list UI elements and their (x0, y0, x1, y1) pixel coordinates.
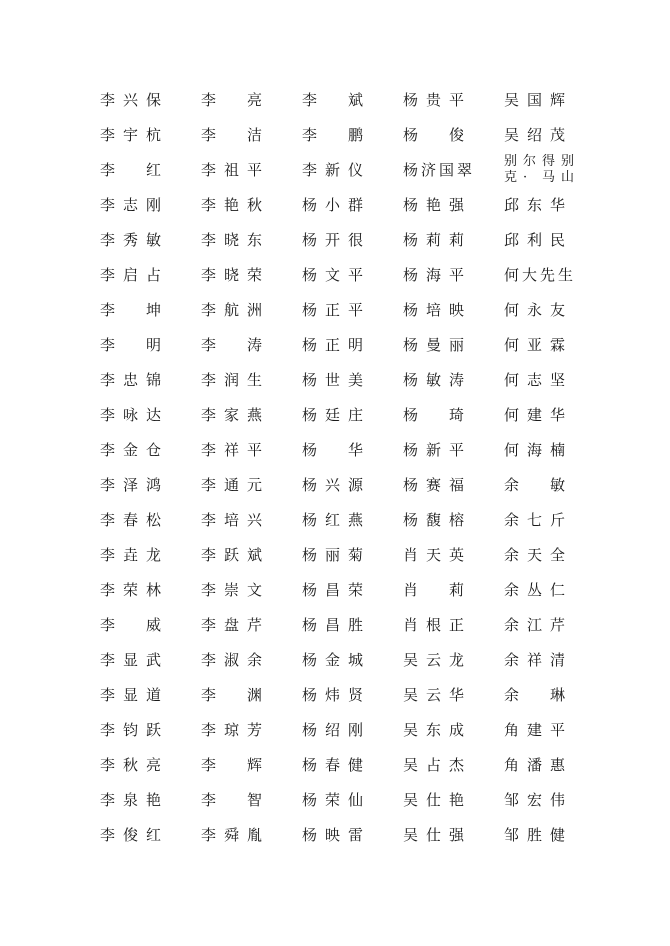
person-name: 杨 艳 强 (403, 196, 465, 214)
person-name: 李 秋 亮 (100, 756, 162, 774)
name-cell (504, 467, 584, 502)
person-name: 杨 炜 贤 (302, 686, 364, 704)
name-cell (403, 537, 504, 572)
person-name: 李 祥 平 (201, 441, 263, 459)
name-cell (201, 327, 302, 362)
person-name: 角 潘 惠 (504, 756, 566, 774)
person-name: 李 盘 芹 (201, 616, 263, 634)
name-cell (201, 152, 302, 187)
name-cell (403, 222, 504, 257)
person-name: 何 永 友 (504, 301, 566, 319)
person-name: 吴 云 华 (403, 686, 465, 704)
person-name: 李 金 仓 (100, 441, 162, 459)
person-name: 李 家 燕 (201, 406, 263, 424)
name-cell (201, 747, 302, 782)
person-name: 李 亮 (201, 91, 263, 109)
person-name: 李 渊 (201, 686, 263, 704)
name-cell (403, 187, 504, 222)
person-name: 李 鹏 (302, 126, 364, 144)
person-name: 肖 根 正 (403, 616, 465, 634)
person-name: 杨 华 (302, 441, 364, 459)
name-cell (403, 362, 504, 397)
name-cell (100, 187, 201, 222)
name-cell (100, 467, 201, 502)
person-name: 李 俊 红 (100, 826, 162, 844)
name-cell (302, 817, 403, 852)
name-cell (504, 432, 584, 467)
person-name: 余 丛 仁 (504, 581, 566, 599)
person-name: 杨 金 城 (302, 651, 364, 669)
name-cell (302, 677, 403, 712)
name-cell (201, 607, 302, 642)
person-name: 杨 兴 源 (302, 476, 364, 494)
name-cell (100, 152, 201, 187)
name-cell (504, 327, 584, 362)
person-name: 杨 荣 仙 (302, 791, 364, 809)
name-cell (403, 572, 504, 607)
person-name: 余 敏 (504, 476, 566, 494)
name-cell (201, 712, 302, 747)
name-cell (504, 817, 584, 852)
person-name: 李 航 洲 (201, 301, 263, 319)
person-name: 李 斌 (302, 91, 364, 109)
person-name: 杨 昌 荣 (302, 581, 364, 599)
person-name: 杨 新 平 (403, 441, 465, 459)
name-cell (403, 782, 504, 817)
name-cell (403, 117, 504, 152)
name-cell (403, 747, 504, 782)
person-name (504, 154, 580, 186)
person-name: 李 红 (100, 161, 162, 179)
name-cell (403, 817, 504, 852)
name-cell (302, 537, 403, 572)
name-cell (201, 187, 302, 222)
person-name: 李 新 仪 (302, 161, 364, 179)
name-cell (403, 607, 504, 642)
name-cell (201, 642, 302, 677)
person-name: 余 琳 (504, 686, 566, 704)
name-cell (100, 572, 201, 607)
person-name: 李 显 道 (100, 686, 162, 704)
name-cell (201, 362, 302, 397)
person-name: 杨 春 健 (302, 756, 364, 774)
name-cell (201, 782, 302, 817)
name-cell (100, 677, 201, 712)
name-cell (504, 362, 584, 397)
name-cell (504, 537, 584, 572)
name-cell (302, 257, 403, 292)
person-name: 李 舜 胤 (201, 826, 263, 844)
person-name: 杨 贵 平 (403, 91, 465, 109)
person-name: 杨 小 群 (302, 196, 364, 214)
name-cell (504, 117, 584, 152)
name-cell (201, 467, 302, 502)
person-name: 邹 宏 伟 (504, 791, 566, 809)
person-name: 吴 绍 茂 (504, 126, 566, 144)
name-cell (403, 82, 504, 117)
person-name: 杨 馥 榕 (403, 511, 465, 529)
name-cell (100, 222, 201, 257)
name-cell (302, 432, 403, 467)
person-name: 吴 云 龙 (403, 651, 465, 669)
person-name: 李 坤 (100, 301, 162, 319)
name-cell (201, 397, 302, 432)
name-cell (201, 82, 302, 117)
name-cell (504, 677, 584, 712)
person-name: 李 培 兴 (201, 511, 263, 529)
name-cell (100, 257, 201, 292)
name-cell (100, 397, 201, 432)
person-name: 何 建 华 (504, 406, 566, 424)
person-name: 李 威 (100, 616, 162, 634)
person-name: 李 艳 秋 (201, 196, 263, 214)
name-cell (302, 467, 403, 502)
name-cell (302, 572, 403, 607)
name-list (100, 82, 584, 852)
person-name: 李 通 元 (201, 476, 263, 494)
person-name: 杨 济 国 翠 (403, 161, 473, 179)
name-cell (302, 502, 403, 537)
name-cell (302, 397, 403, 432)
name-cell (403, 712, 504, 747)
name-cell (403, 642, 504, 677)
person-name: 李 崇 文 (201, 581, 263, 599)
person-name: 杨 开 很 (302, 231, 364, 249)
name-cell (201, 222, 302, 257)
person-name: 何 志 坚 (504, 371, 566, 389)
name-cell (100, 782, 201, 817)
person-name: 李 淑 余 (201, 651, 263, 669)
name-cell (201, 537, 302, 572)
person-name: 李 秀 敏 (100, 231, 162, 249)
person-name: 李 荣 林 (100, 581, 162, 599)
name-cell (302, 642, 403, 677)
person-name-line: 克 · 马 山 (504, 169, 575, 185)
person-name: 杨 琦 (403, 406, 465, 424)
name-cell (302, 607, 403, 642)
name-cell (201, 257, 302, 292)
person-name: 杨 映 雷 (302, 826, 364, 844)
name-cell (403, 152, 504, 187)
name-cell (504, 292, 584, 327)
name-cell (403, 677, 504, 712)
person-name: 李 兴 保 (100, 91, 162, 109)
person-name: 杨 海 平 (403, 266, 465, 284)
person-name: 杨 世 美 (302, 371, 364, 389)
person-name: 杨 正 平 (302, 301, 364, 319)
name-cell (504, 82, 584, 117)
name-cell (302, 712, 403, 747)
person-name: 李 润 生 (201, 371, 263, 389)
name-cell (100, 642, 201, 677)
person-name: 何 海 楠 (504, 441, 566, 459)
name-cell (100, 747, 201, 782)
person-name: 李 祖 平 (201, 161, 263, 179)
name-cell (100, 82, 201, 117)
name-cell (100, 117, 201, 152)
person-name: 杨 俊 (403, 126, 465, 144)
name-cell (201, 572, 302, 607)
person-name: 李 琼 芳 (201, 721, 263, 739)
person-name: 李 宇 杭 (100, 126, 162, 144)
person-name: 何 大 先 生 (504, 266, 574, 284)
name-cell (100, 817, 201, 852)
person-name: 邱 利 民 (504, 231, 566, 249)
name-cell (100, 362, 201, 397)
person-name: 吴 仕 艳 (403, 791, 465, 809)
name-cell (201, 677, 302, 712)
person-name: 吴 占 杰 (403, 756, 465, 774)
person-name: 李 智 (201, 791, 263, 809)
name-cell (504, 222, 584, 257)
person-name: 杨 红 燕 (302, 511, 364, 529)
person-name: 李 志 刚 (100, 196, 162, 214)
person-name: 角 建 平 (504, 721, 566, 739)
person-name: 李 显 武 (100, 651, 162, 669)
name-cell (302, 187, 403, 222)
person-name: 肖 天 英 (403, 546, 465, 564)
name-cell (100, 432, 201, 467)
name-cell (100, 502, 201, 537)
person-name: 杨 廷 庄 (302, 406, 364, 424)
name-cell (504, 187, 584, 222)
person-name: 邱 东 华 (504, 196, 566, 214)
name-cell (403, 257, 504, 292)
name-cell (201, 432, 302, 467)
name-cell (302, 747, 403, 782)
name-cell (302, 362, 403, 397)
name-cell (504, 747, 584, 782)
person-name: 李 明 (100, 336, 162, 354)
name-cell (504, 257, 584, 292)
person-name: 李 晓 东 (201, 231, 263, 249)
name-cell (504, 397, 584, 432)
name-cell (403, 327, 504, 362)
name-cell (302, 152, 403, 187)
name-cell (201, 117, 302, 152)
person-name: 李 晓 荣 (201, 266, 263, 284)
name-cell (403, 432, 504, 467)
name-cell (302, 292, 403, 327)
name-cell (302, 82, 403, 117)
person-name: 杨 文 平 (302, 266, 364, 284)
person-name-line: 别 尔 得 别 (504, 153, 575, 169)
name-cell (100, 327, 201, 362)
person-name: 李 泽 鸿 (100, 476, 162, 494)
name-cell (100, 607, 201, 642)
name-cell (201, 502, 302, 537)
person-name: 杨 敏 涛 (403, 371, 465, 389)
person-name: 吴 东 成 (403, 721, 465, 739)
person-name: 肖 莉 (403, 581, 465, 599)
name-cell (100, 712, 201, 747)
person-name: 余 江 芹 (504, 616, 566, 634)
person-name: 杨 曼 丽 (403, 336, 465, 354)
name-cell (302, 117, 403, 152)
person-name: 李 洁 (201, 126, 263, 144)
name-cell (201, 292, 302, 327)
person-name: 杨 培 映 (403, 301, 465, 319)
person-name: 李 垚 龙 (100, 546, 162, 564)
person-name: 杨 绍 刚 (302, 721, 364, 739)
person-name: 李 泉 艳 (100, 791, 162, 809)
name-cell (302, 222, 403, 257)
person-name: 李 春 松 (100, 511, 162, 529)
name-cell (504, 572, 584, 607)
name-cell (100, 537, 201, 572)
person-name: 杨 正 明 (302, 336, 364, 354)
person-name: 余 天 全 (504, 546, 566, 564)
name-cell (504, 782, 584, 817)
name-cell (403, 502, 504, 537)
person-name: 李 涛 (201, 336, 263, 354)
name-cell (100, 292, 201, 327)
person-name: 李 咏 达 (100, 406, 162, 424)
person-name: 李 启 占 (100, 266, 162, 284)
person-name: 余 七 斤 (504, 511, 566, 529)
name-cell (403, 397, 504, 432)
person-name: 杨 丽 菊 (302, 546, 364, 564)
name-cell (403, 467, 504, 502)
person-name: 李 钧 跃 (100, 721, 162, 739)
person-name: 李 辉 (201, 756, 263, 774)
person-name: 余 祥 清 (504, 651, 566, 669)
person-name: 杨 赛 福 (403, 476, 465, 494)
name-cell (504, 712, 584, 747)
name-cell (201, 817, 302, 852)
name-cell (302, 782, 403, 817)
person-name: 杨 莉 莉 (403, 231, 465, 249)
name-cell (504, 152, 584, 187)
person-name: 吴 国 辉 (504, 91, 566, 109)
person-name: 何 亚 霖 (504, 336, 566, 354)
name-cell (302, 327, 403, 362)
name-cell (504, 502, 584, 537)
name-cell (403, 292, 504, 327)
person-name: 邹 胜 健 (504, 826, 566, 844)
name-cell (504, 607, 584, 642)
person-name: 李 跃 斌 (201, 546, 263, 564)
name-cell (504, 642, 584, 677)
person-name: 吴 仕 强 (403, 826, 465, 844)
person-name: 杨 昌 胜 (302, 616, 364, 634)
person-name: 李 忠 锦 (100, 371, 162, 389)
